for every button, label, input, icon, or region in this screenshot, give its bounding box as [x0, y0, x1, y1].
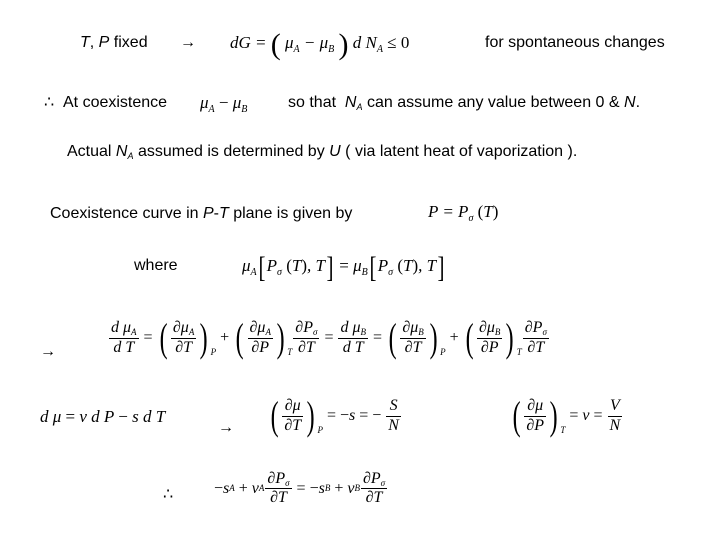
label-at-coexistence: At coexistence	[63, 94, 168, 111]
eq-dmu-dP-T: ( $\frac{\partial\mu}{\partial P}$ ) T = v = $\frac{V}{N}$	[512, 393, 621, 438]
eq-mu-coexist: $\mu_A[P_\sigma$ (T), $T] = \mu_B[P_\sigma$ (T), T]	[242, 251, 445, 284]
label-t-p-fixed: T, P fixed	[80, 34, 148, 51]
therefore-symbol: ∴	[44, 94, 55, 111]
eq-gibbs-duhem: d μ = v d P − s d T	[40, 407, 166, 426]
eq-p-sigma: $P = P_\sigma$ (T)	[428, 202, 499, 224]
eq-mu-equal: $\mu_A - \mu_B$	[200, 93, 248, 115]
label-where: where	[134, 257, 178, 274]
eq-dmu-dT-P: ( $\frac{\partial\mu}{\partial T}$ ) P = − s = − $\frac{S}{N}$	[270, 393, 399, 438]
text-coexistence-curve: Coexistence curve in P-T plane is given by	[50, 205, 353, 222]
text-na-any-value: so that NA can assume any value between 0 & N.	[288, 94, 641, 112]
eq-dG: dG = ( $\mu_A - \mu_B$ ) d $N_A \le 0$	[230, 28, 410, 61]
eq-final: − s A + v A $\frac{\partial P\sigma}{\partial T}$ = − s B + v B $\frac{\partial P\sigma}{\partial T}$	[214, 470, 386, 507]
arrow-2: →	[40, 343, 56, 360]
text-actual-na: Actual NA assumed is determined by U ( via latent heat of vaporization ).	[67, 143, 578, 161]
arrow-1: →	[180, 34, 196, 51]
eq-dmu-dT: $\frac{\text{d μA}}{\text{d T}}$ = ( $\frac{\partial\mu A}{\partial T}$ ) P + ( $\frac{\partial\mu A}{\partial P}$ ) T $\frac{\partial P\sigma}{\partial T}$ = $\frac{\text{d μB}}{\text{d T}}$ = ( $\frac{\partial\mu B}{\partial T}$ ) P + ( $\frac{\partial\mu B}{\partial P}$ ) T $\frac{\partial P\sigma}{\partial T}$	[111, 315, 547, 360]
therefore-symbol-2: ∴	[163, 486, 174, 503]
arrow-3: →	[218, 419, 234, 436]
label-spontaneous-changes: for spontaneous changes	[485, 34, 665, 51]
